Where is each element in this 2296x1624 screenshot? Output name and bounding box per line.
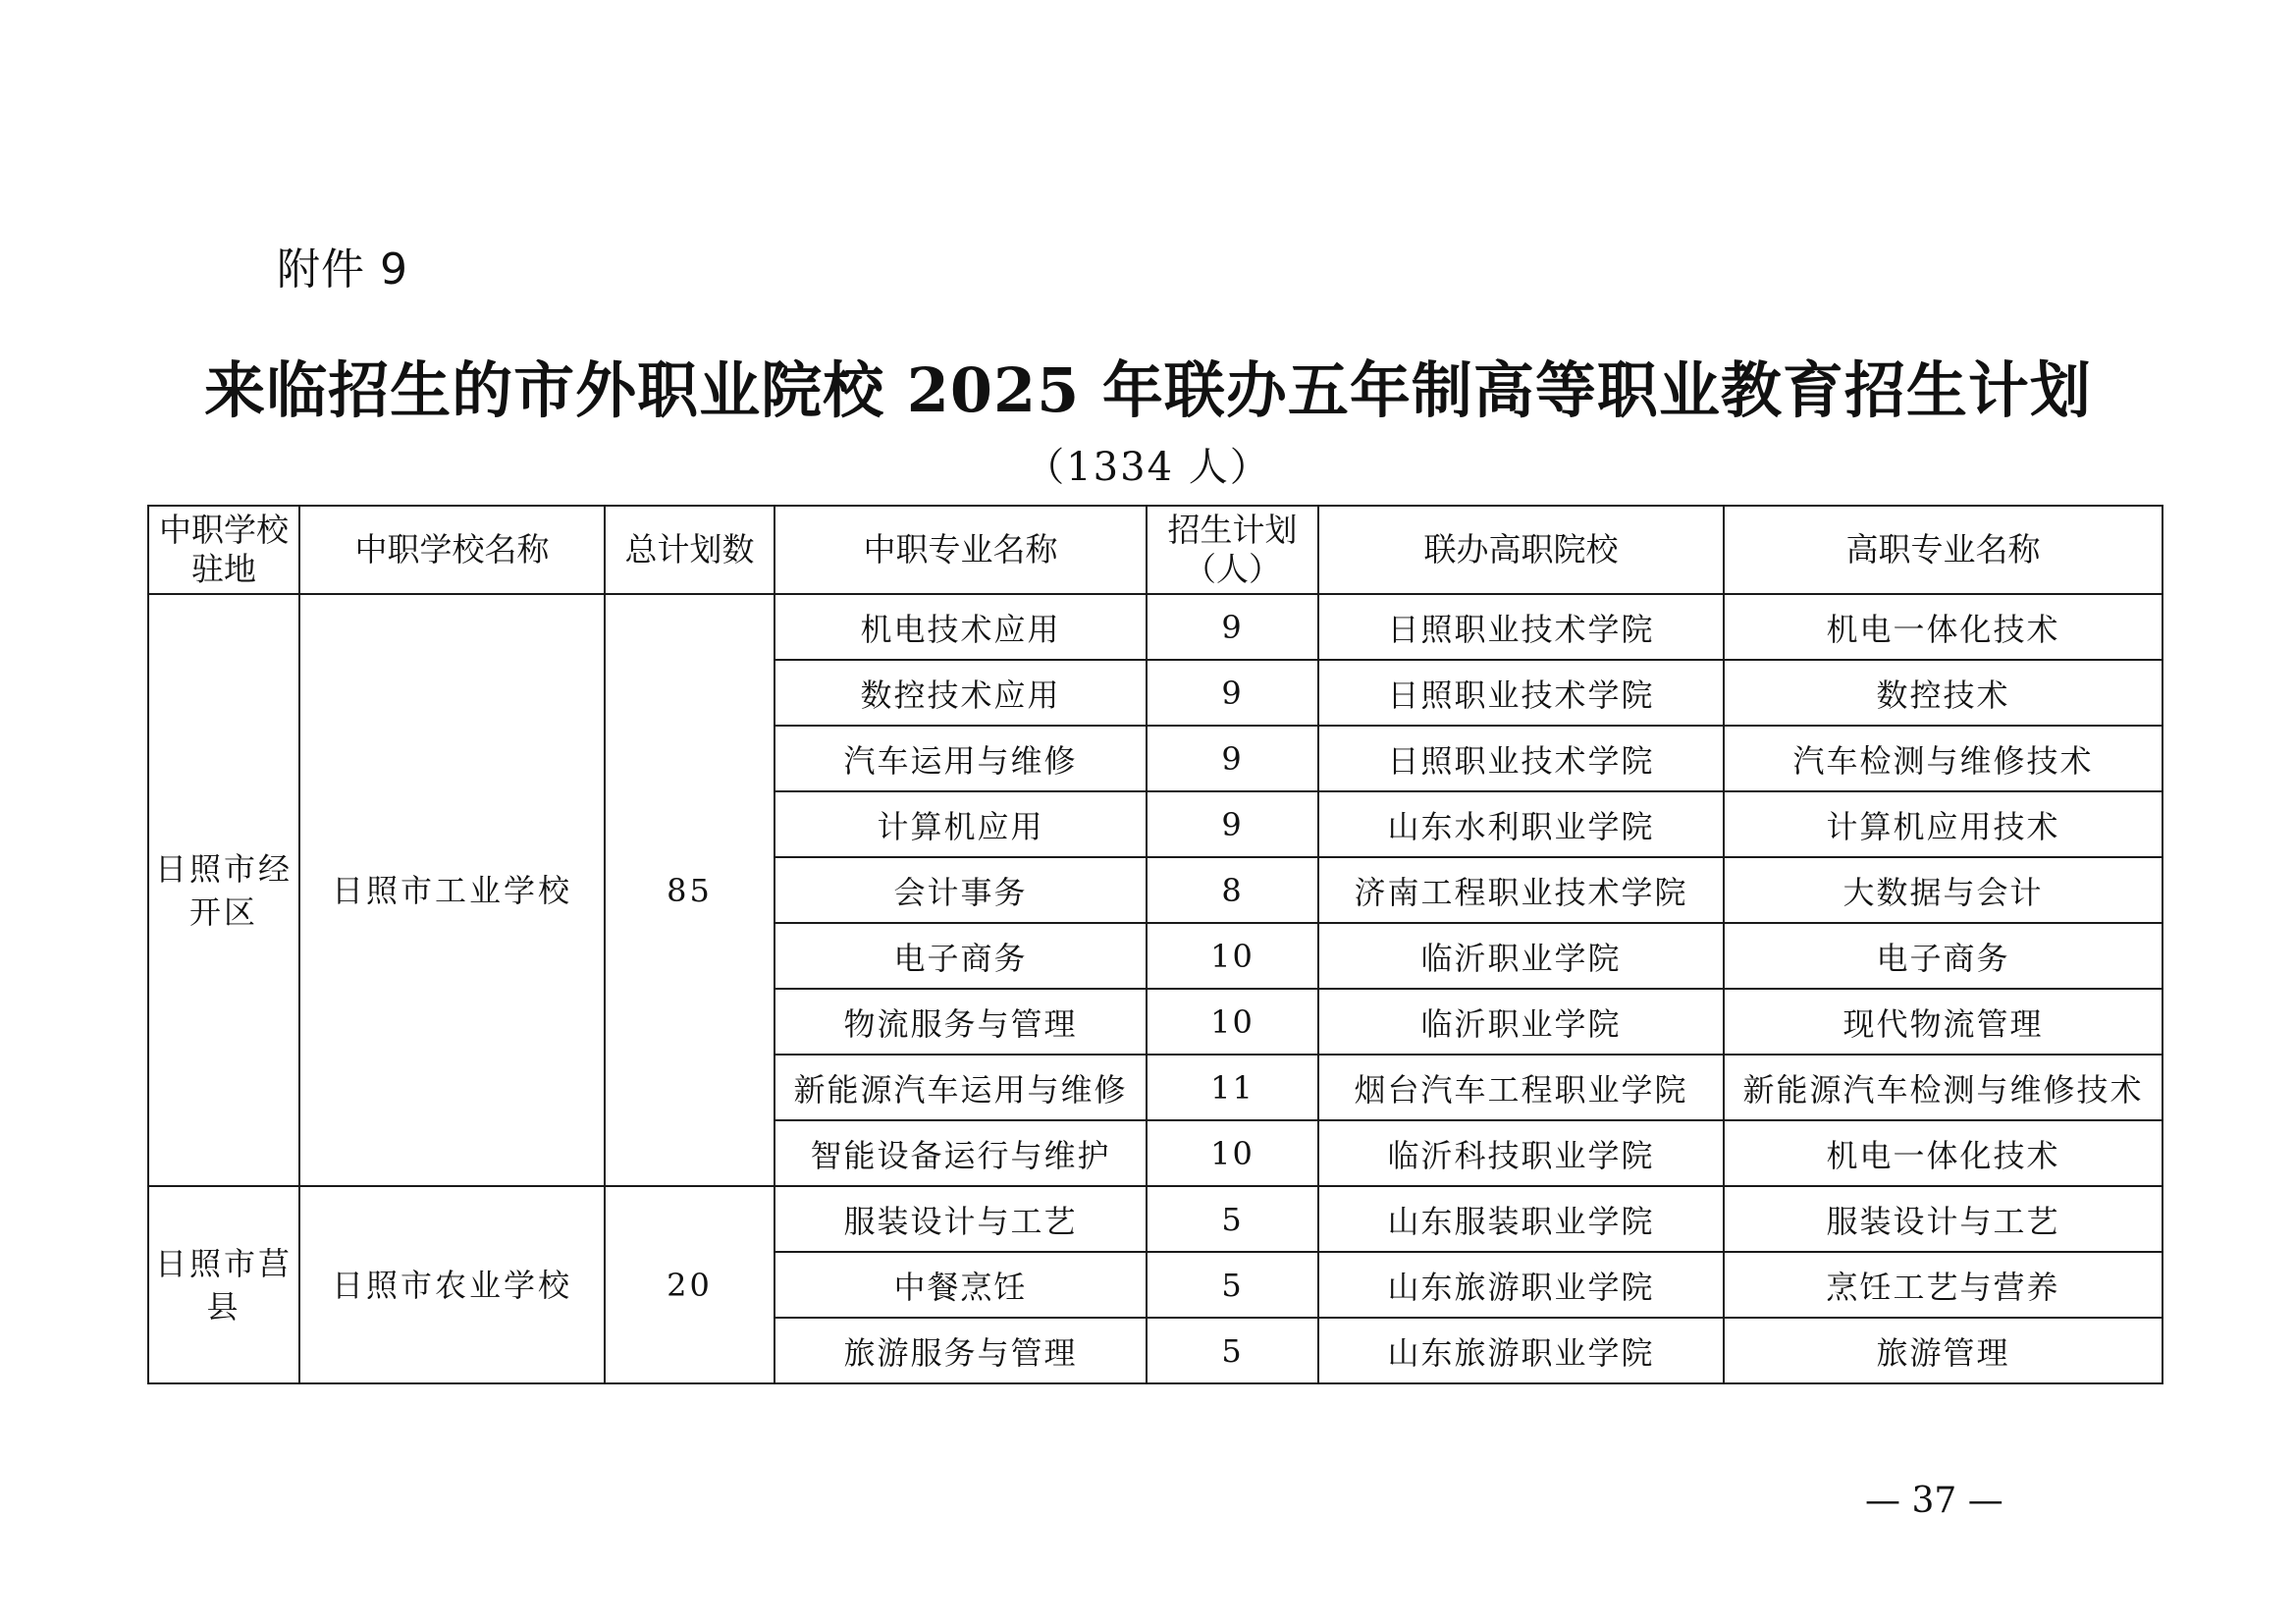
cell-major: 中餐烹饪 [774, 1252, 1147, 1318]
cell-college-major: 机电一体化技术 [1724, 594, 2163, 660]
cell-college: 山东水利职业学院 [1318, 791, 1724, 857]
cell-college: 烟台汽车工程职业学院 [1318, 1055, 1724, 1120]
header-location: 中职学校驻地 [148, 506, 299, 594]
cell-major: 智能设备运行与维护 [774, 1120, 1147, 1186]
cell-enroll-count: 9 [1147, 791, 1318, 857]
cell-college-major: 电子商务 [1724, 923, 2163, 989]
cell-enroll-count: 11 [1147, 1055, 1318, 1120]
cell-enroll-count: 10 [1147, 923, 1318, 989]
cell-major: 服装设计与工艺 [774, 1186, 1147, 1252]
cell-major: 会计事务 [774, 857, 1147, 923]
cell-major: 物流服务与管理 [774, 989, 1147, 1055]
cell-enroll-count: 10 [1147, 989, 1318, 1055]
header-total: 总计划数 [605, 506, 774, 594]
page-number: — 37 — [1865, 1481, 2003, 1521]
cell-school-name: 日照市农业学校 [299, 1186, 605, 1383]
cell-major: 机电技术应用 [774, 594, 1147, 660]
header-college: 联办高职院校 [1318, 506, 1724, 594]
cell-college: 日照职业技术学院 [1318, 660, 1724, 726]
cell-college: 临沂科技职业学院 [1318, 1120, 1724, 1186]
cell-total-plan: 85 [605, 594, 774, 1186]
cell-enroll-count: 5 [1147, 1318, 1318, 1383]
cell-enroll-count: 9 [1147, 594, 1318, 660]
table-header-row [148, 506, 2163, 594]
cell-total-plan: 20 [605, 1186, 774, 1383]
cell-enroll-count: 9 [1147, 660, 1318, 726]
cell-college: 临沂职业学院 [1318, 923, 1724, 989]
cell-college-major: 数控技术 [1724, 660, 2163, 726]
cell-college: 济南工程职业技术学院 [1318, 857, 1724, 923]
cell-college-major: 新能源汽车检测与维修技术 [1724, 1055, 2163, 1120]
cell-major: 计算机应用 [774, 791, 1147, 857]
enrollment-plan-table [147, 505, 2163, 1384]
cell-major: 旅游服务与管理 [774, 1318, 1147, 1383]
cell-enroll-count: 9 [1147, 726, 1318, 791]
cell-enroll-count: 5 [1147, 1186, 1318, 1252]
cell-college: 山东旅游职业学院 [1318, 1252, 1724, 1318]
cell-enroll-count: 10 [1147, 1120, 1318, 1186]
header-school: 中职学校名称 [299, 506, 605, 594]
cell-college: 临沂职业学院 [1318, 989, 1724, 1055]
cell-college: 山东旅游职业学院 [1318, 1318, 1724, 1383]
cell-major: 电子商务 [774, 923, 1147, 989]
cell-college-major: 烹饪工艺与营养 [1724, 1252, 2163, 1318]
cell-school-location: 日照市经开区 [148, 594, 299, 1186]
cell-college: 日照职业技术学院 [1318, 594, 1724, 660]
cell-school-location: 日照市莒县 [148, 1186, 299, 1383]
cell-college: 山东服装职业学院 [1318, 1186, 1724, 1252]
attachment-label: 附件 9 [277, 244, 408, 295]
cell-enroll-count: 8 [1147, 857, 1318, 923]
cell-enroll-count: 5 [1147, 1252, 1318, 1318]
cell-major: 新能源汽车运用与维修 [774, 1055, 1147, 1120]
table-row [148, 594, 2163, 660]
header-college-major: 高职专业名称 [1724, 506, 2163, 594]
cell-college: 日照职业技术学院 [1318, 726, 1724, 791]
cell-school-name: 日照市工业学校 [299, 594, 605, 1186]
page-title: 来临招生的市外职业院校 2025 年联办五年制高等职业教育招生计划 [204, 354, 2092, 426]
header-enroll: 招生计划（人） [1147, 506, 1318, 594]
cell-college-major: 现代物流管理 [1724, 989, 2163, 1055]
table-body [148, 594, 2163, 1383]
cell-major: 数控技术应用 [774, 660, 1147, 726]
header-major: 中职专业名称 [774, 506, 1147, 594]
cell-college-major: 旅游管理 [1724, 1318, 2163, 1383]
cell-major: 汽车运用与维修 [774, 726, 1147, 791]
cell-college-major: 服装设计与工艺 [1724, 1186, 2163, 1252]
total-count-subtitle: （1334 人） [1025, 445, 1271, 490]
cell-college-major: 汽车检测与维修技术 [1724, 726, 2163, 791]
cell-college-major: 计算机应用技术 [1724, 791, 2163, 857]
cell-college-major: 机电一体化技术 [1724, 1120, 2163, 1186]
cell-college-major: 大数据与会计 [1724, 857, 2163, 923]
table-row [148, 1186, 2163, 1252]
